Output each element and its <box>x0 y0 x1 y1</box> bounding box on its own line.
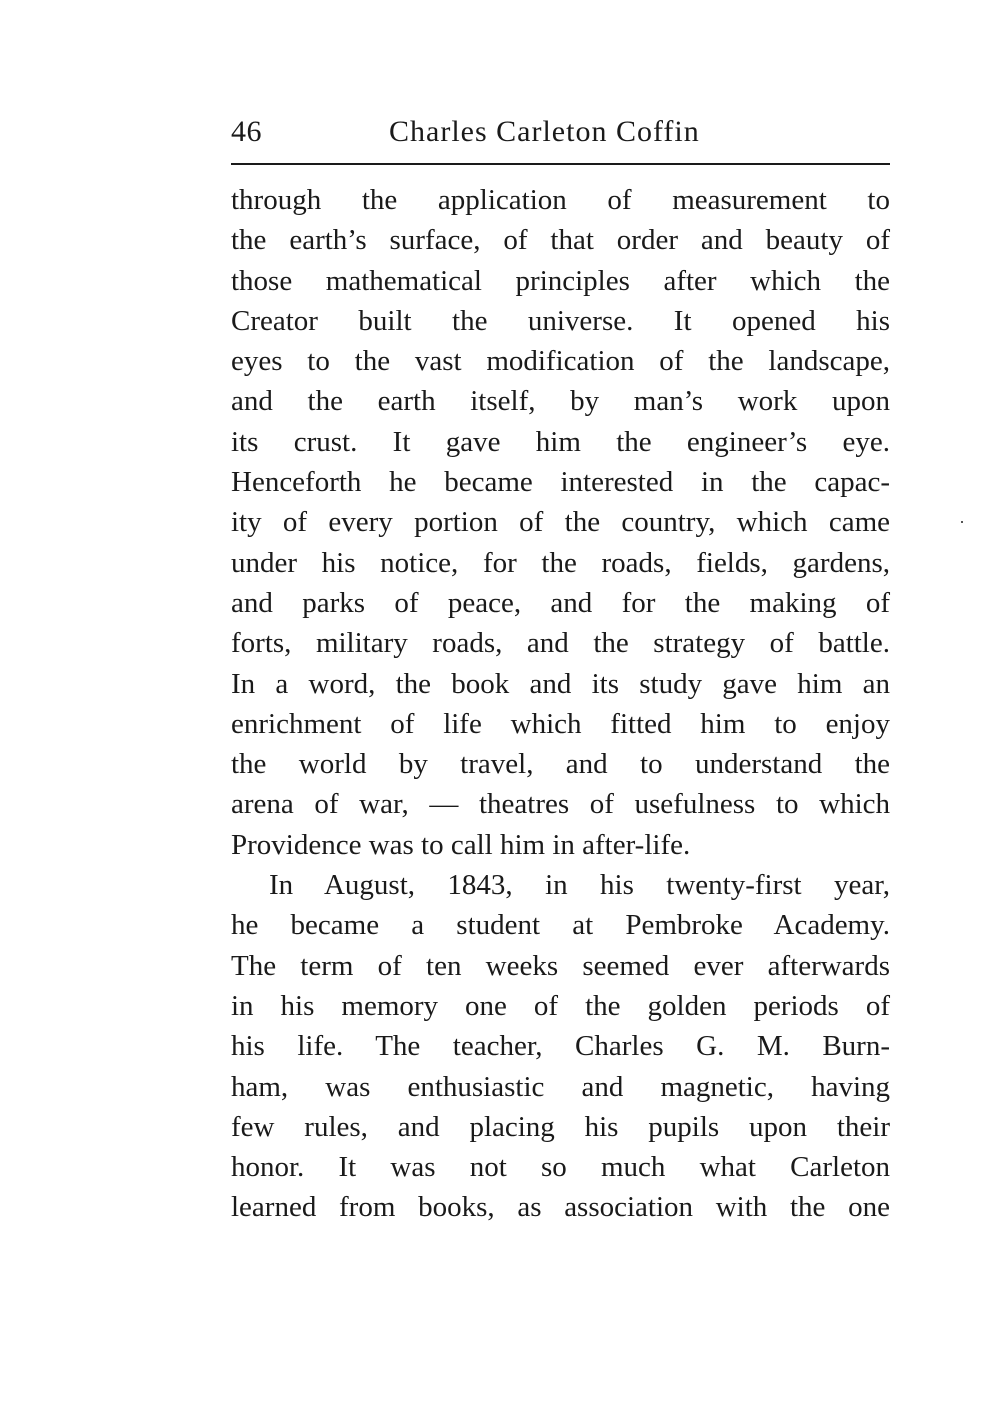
text-line: forts, military roads, and the strategy of battle. <box>231 627 890 660</box>
text-line: In August, 1843, in his twenty-first year, <box>269 869 890 902</box>
text-line: and parks of peace, and for the making of <box>231 586 890 619</box>
body-text <box>231 180 890 1228</box>
text-line: learned from books, as association with the one <box>231 1191 890 1224</box>
running-title: Charles Carleton Coffin <box>389 115 700 148</box>
header-rule <box>231 163 890 165</box>
text-line: Henceforth he became interested in the capac- <box>231 466 890 499</box>
text-line: Providence was to call him in after-life. <box>231 828 691 861</box>
text-line: under his notice, for the roads, fields, gardens, <box>231 546 890 579</box>
text-line: he became a student at Pembroke Academy. <box>231 909 890 942</box>
scan-speck <box>961 521 963 523</box>
text-line: In a word, the book and its study gave him an <box>231 667 890 700</box>
text-line: those mathematical principles after which the <box>231 264 890 297</box>
page-number: 46 <box>231 115 262 148</box>
text-line: arena of war, — theatres of usefulness to which <box>231 788 890 821</box>
text-line: the earth’s surface, of that order and beauty of <box>231 224 890 257</box>
text-line: eyes to the vast modification of the landscape, <box>231 345 890 378</box>
text-line: ity of every portion of the country, which came <box>231 506 890 539</box>
text-line: The term of ten weeks seemed ever afterwards <box>231 949 890 982</box>
text-line: his life. The teacher, Charles G. M. Burn- <box>231 1030 890 1063</box>
text-line: its crust. It gave him the engineer’s eye. <box>231 425 890 458</box>
text-line: through the application of measurement to <box>231 184 890 216</box>
text-line: Creator built the universe. It opened his <box>231 304 890 337</box>
text-line: ham, was enthusiastic and magnetic, having <box>231 1070 890 1103</box>
paragraph <box>231 865 890 1228</box>
text-line: honor. It was not so much what Carleton <box>231 1151 890 1184</box>
text-line: the world by travel, and to understand the <box>231 748 890 781</box>
paragraph <box>231 180 890 865</box>
text-line: in his memory one of the golden periods of <box>231 989 890 1022</box>
text-line: few rules, and placing his pupils upon their <box>231 1110 890 1143</box>
text-line: and the earth itself, by man’s work upon <box>231 385 890 418</box>
text-line: enrichment of life which fitted him to enjoy <box>231 707 890 740</box>
running-head <box>231 108 890 156</box>
